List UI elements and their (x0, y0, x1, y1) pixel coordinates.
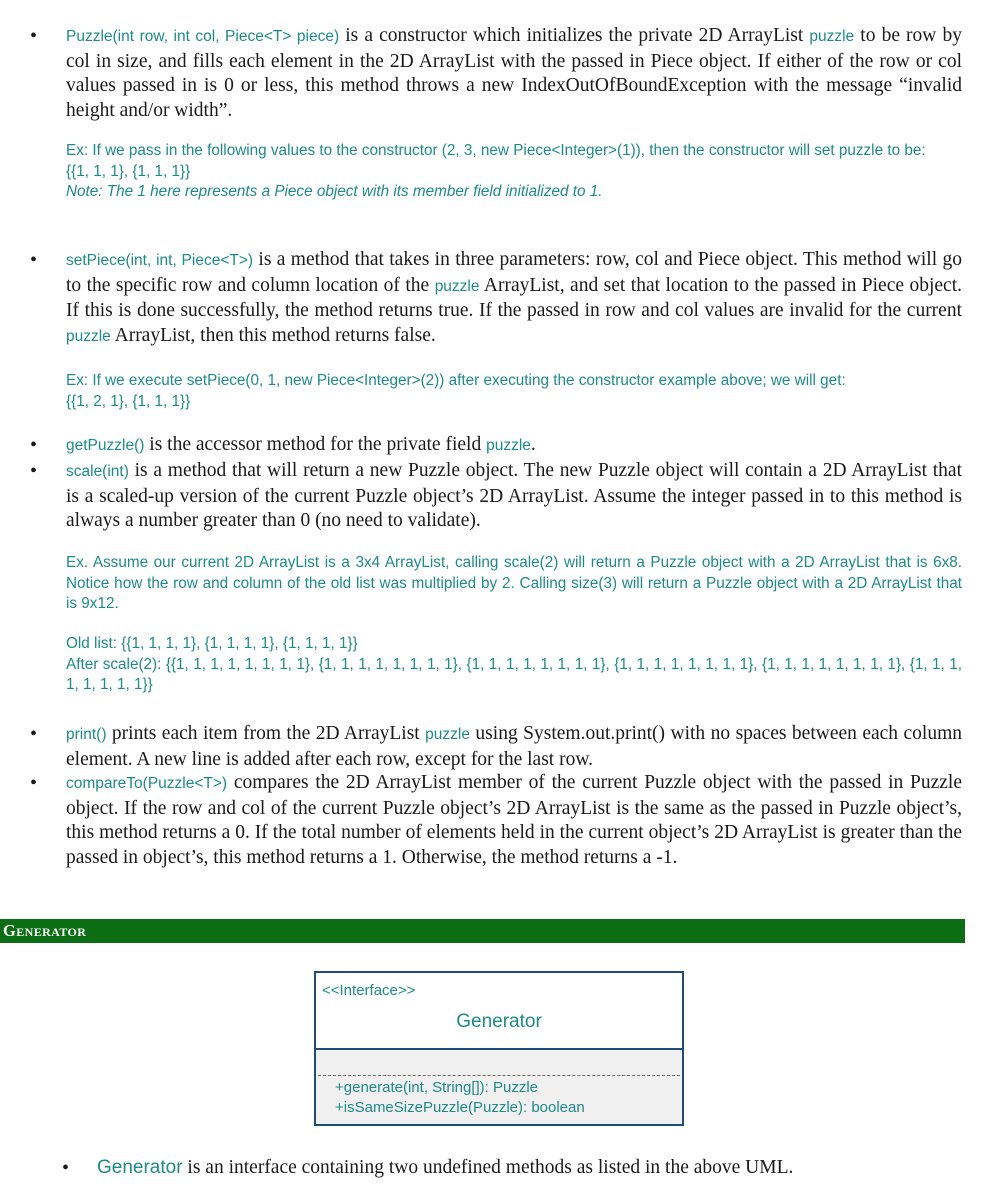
getpuzzle-desc: getPuzzle() is the accessor method for the private field puzzle. (66, 434, 536, 455)
code-ref: puzzle (66, 327, 111, 345)
section-header-generator (0, 919, 965, 943)
setpiece-example: Ex: If we execute setPiece(0, 1, new Piece<Integer>(2)) after executing the constructor example above; we will get: {{1, 2, 1}, {1, 1, 1}} (66, 372, 846, 410)
uml-interface-box (314, 971, 684, 1126)
uml-dashed-separator (318, 1075, 680, 1076)
code-ref: Generator (97, 1157, 183, 1178)
code-ref: scale(int) (66, 463, 129, 480)
code-ref: puzzle (425, 726, 470, 743)
compareto-desc: compareTo(Puzzle<T>) compares the 2D ArrayList member of the current Puzzle object with the passed in Puzzle object. If the row and col of the current Puzzle object’s 2D ArrayList is the same as the passed in Puzzle object’s, this method returns a 0. If the total number of elements held in the current object’s 2D ArrayList is greater than the passed in object’s, this method returns a 1. Otherwise, the method returns a -1. (66, 772, 962, 868)
code-ref: compareTo(Puzzle<T>) (66, 775, 228, 792)
code-ref: puzzle (486, 437, 531, 454)
code-ref: getPuzzle() (66, 437, 145, 454)
bullet-marker: • (30, 772, 38, 794)
setpiece-desc: setPiece(int, int, Piece<T>) is a method that takes in three parameters: row, col and Piece object. This method will go to the specific row and column location of the puzzle ArrayList, and set that location to the passed in Piece object. If this is done successfully, the method returns true. If the passed in row and col values are invalid for the current puzzle ArrayList, then this method returns false. (66, 249, 963, 346)
scale-desc: scale(int) is a method that will return a new Puzzle object. The new Puzzle object will contain a 2D ArrayList that is a scaled-up version of the current Puzzle object’s 2D ArrayList. Assume the integer passed in to this method is always a number greater than 0 (no need to validate). (66, 460, 962, 532)
code-ref: puzzle (434, 277, 480, 295)
code-ref: Puzzle(int row, int col, Piece<T> piece) (66, 28, 340, 45)
bullet-marker: • (30, 25, 38, 47)
bullet-marker: • (62, 1157, 70, 1179)
print-desc: print() prints each item from the 2D ArrayList puzzle using System.out.print() with no spaces between each column element. A new line is added after each row, except for the last row. (66, 723, 962, 770)
section-title: Generator (3, 921, 87, 940)
bullet-marker: • (30, 723, 38, 745)
code-ref: puzzle (809, 28, 855, 45)
code-ref: setPiece(int, int, Piece<T>) (66, 252, 254, 269)
generator-desc: Generator is an interface containing two undefined methods as listed in the above UML. (97, 1157, 794, 1178)
uml-class-name: Generator (456, 1011, 542, 1032)
bullet-marker: • (30, 249, 38, 271)
code-ref: print() (66, 726, 107, 743)
uml-method: +isSameSizePuzzle(Puzzle): boolean (335, 1099, 585, 1116)
uml-method: +generate(int, String[]): Puzzle (335, 1079, 539, 1096)
puzzle-constructor-desc: Puzzle(int row, int col, Piece<T> piece) is a constructor which initializes the private 2D ArrayList puzzle to be row by col in size, and fills each element in the 2D ArrayList with the passed in Piece object. If either of the row or col values passed in is 0 or less, this method throws a new IndexOutOfBoundException with the message “invalid height and/or width”. (66, 25, 962, 121)
uml-stereotype: <<Interface>> (322, 982, 416, 999)
scale-example: Ex. Assume our current 2D ArrayList is a 3x4 ArrayList, calling scale(2) will return a Puzzle object with a 2D ArrayList that is 6x8. Notice how the row and column of the old list was multiplied by 2. Calling size(3) will return a Puzzle object with a 2D ArrayList that is 9x12. (66, 554, 962, 612)
uml-methods-section (316, 1050, 682, 1124)
puzzle-constructor-example: Ex: If we pass in the following values to the constructor (2, 3, new Piece<Integer>(1)), then the constructor will set puzzle to be: {{1, 1, 1}, {1, 1, 1}} Note: The 1 here represents a Piece object with its member field initialized to 1. (66, 142, 926, 200)
bullet-marker: • (30, 460, 38, 482)
scale-example-lists: Old list: {{1, 1, 1, 1}, {1, 1, 1, 1}, {1, 1, 1, 1}} After scale(2): {{1, 1, 1, 1, 1, 1, 1, 1}, {1, 1, 1, 1, 1, 1, 1, 1}, {1, 1, 1, 1, 1, 1, 1, 1}, {1, 1, 1, 1, 1, 1, 1, 1}, {1, 1, 1, 1, 1, 1, 1, 1}, {1, 1, 1, 1, 1, 1, 1, 1}} (66, 635, 962, 693)
bullet-marker: • (30, 434, 38, 456)
